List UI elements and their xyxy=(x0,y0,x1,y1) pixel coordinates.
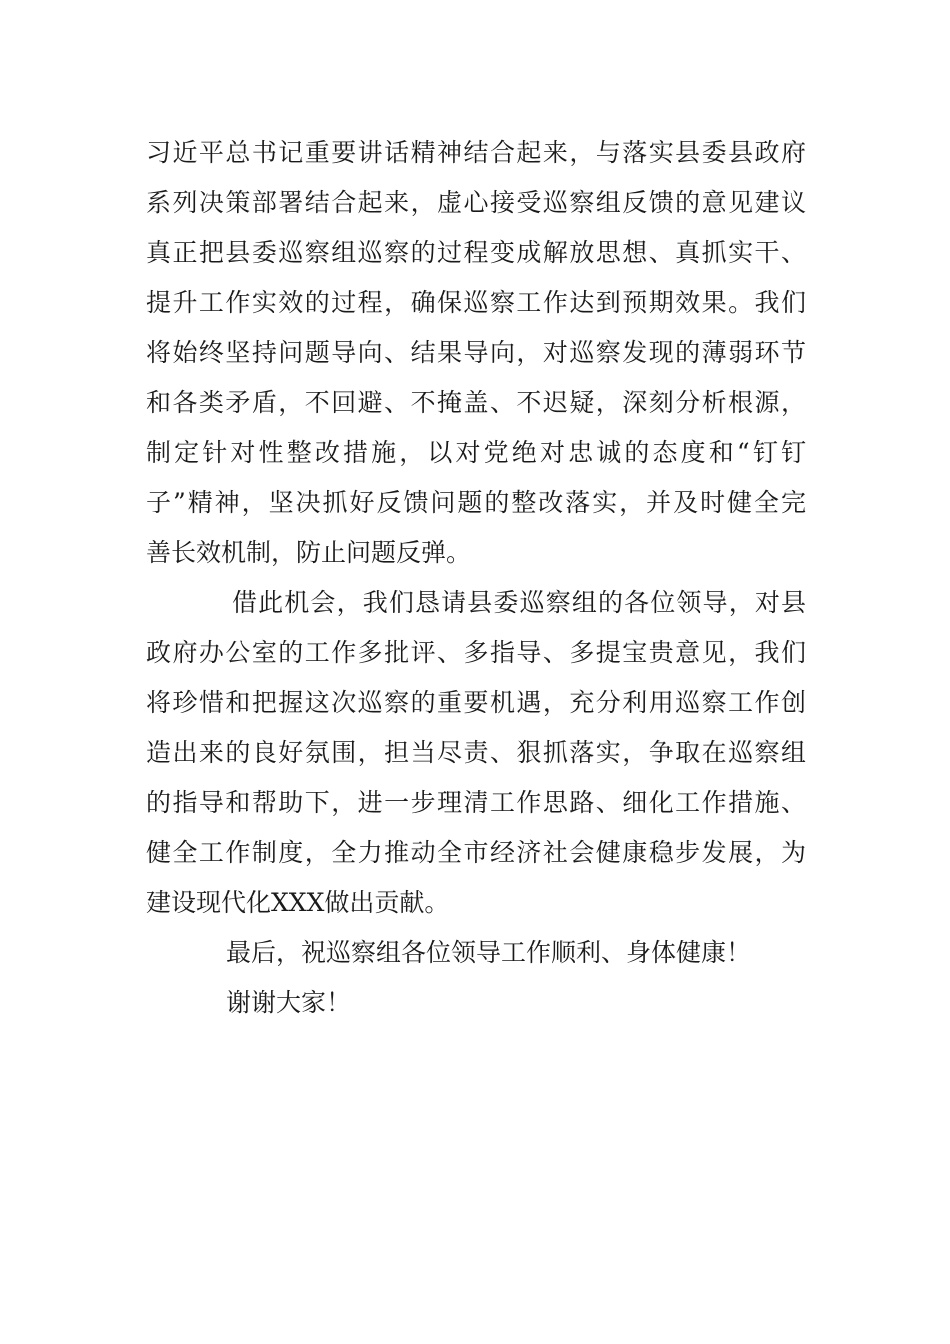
paragraph-line: 制定针对性整改措施，以对党绝对忠诚的态度和“钉钉 xyxy=(146,438,806,467)
paragraph-line: 政府办公室的工作多批评、多指导、多提宝贵意见，我们 xyxy=(146,638,806,667)
paragraph-line: 善长效机制，防止问题反弹。 xyxy=(146,538,472,567)
paragraph-line: 系列决策部署结合起来，虚心接受巡察组反馈的意见建议 xyxy=(146,188,806,217)
closing-thanks: 谢谢大家！ xyxy=(226,988,352,1017)
paragraph-4 xyxy=(146,978,806,1028)
paragraph-line: 提升工作实效的过程，确保巡察工作达到预期效果。我们 xyxy=(146,288,806,317)
paragraph-line: 真正把县委巡察组巡察的过程变成解放思想、真抓实干、 xyxy=(146,238,806,267)
paragraph-3 xyxy=(146,928,806,978)
closing-wishes: 最后，祝巡察组各位领导工作顺利、身体健康！ xyxy=(226,938,752,967)
paragraph-line: 和各类矛盾，不回避、不掩盖、不迟疑，深刻分析根源， xyxy=(146,388,806,417)
paragraph-line: 的指导和帮助下，进一步理清工作思路、细化工作措施、 xyxy=(146,788,806,817)
paragraph-line: 借此机会，我们恳请县委巡察组的各位领导，对县 xyxy=(232,588,806,617)
paragraph-2 xyxy=(146,578,806,928)
paragraph-line: 造出来的良好氛围，担当尽责、狠抓落实，争取在巡察组 xyxy=(146,738,806,767)
paragraph-line: 将珍惜和把握这次巡察的重要机遇，充分利用巡察工作创 xyxy=(146,688,806,717)
paragraph-line: 健全工作制度，全力推动全市经济社会健康稳步发展，为 xyxy=(146,838,806,867)
paragraph-line: 建设现代化XXX做出贡献。 xyxy=(146,888,450,917)
paragraph-1 xyxy=(146,128,806,578)
paragraph-line: 子”精神，坚决抓好反馈问题的整改落实，并及时健全完 xyxy=(146,488,806,517)
document-body xyxy=(146,128,806,1028)
paragraph-line: 将始终坚持问题导向、结果导向，对巡察发现的薄弱环节 xyxy=(146,338,806,367)
paragraph-line: 习近平总书记重要讲话精神结合起来，与落实县委县政府 xyxy=(146,138,806,167)
